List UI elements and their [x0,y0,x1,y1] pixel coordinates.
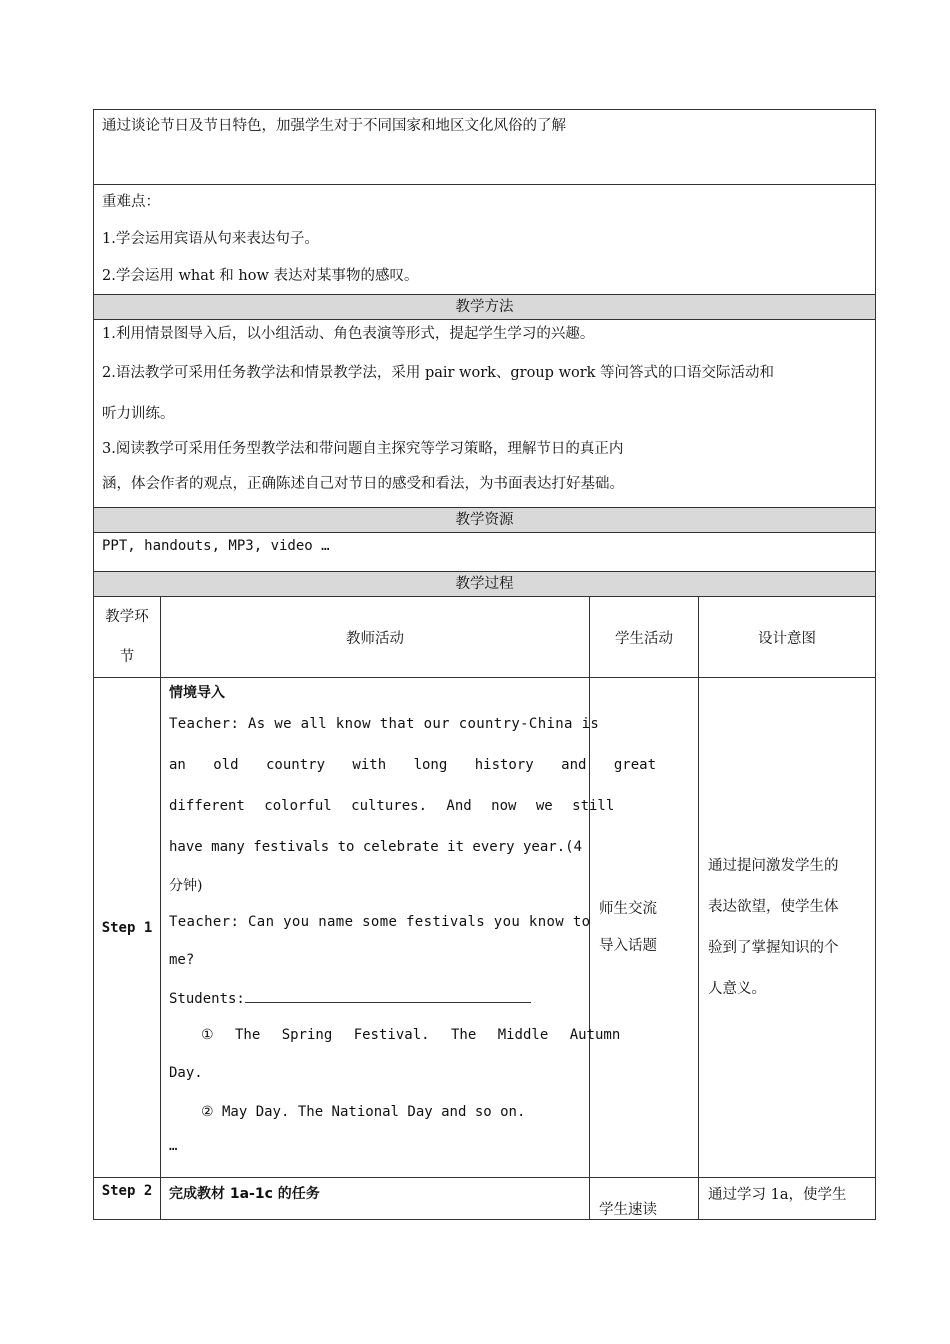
step-1-teacher-line-4: have many festivals to celebrate it every year.(4 [169,839,583,855]
step-1-label: Step 1 [94,678,161,1178]
objective-text: 通过谈论节日及节日特色，加强学生对于不同国家和地区文化风俗的了解 [102,118,566,134]
step-1-design-line-2: 表达欲望，使学生体 [708,898,839,915]
stage-header-line1: 教学环 [105,609,149,625]
resources-text: PPT, handouts, MP3, video … [102,538,330,554]
stage-header-line2: 节 [119,649,135,665]
method-line-1: 1.利用情景图导入后，以小组活动、角色表演等形式，提起学生学习的兴趣。 [102,326,595,342]
methods-header: 教学方法 [94,295,876,320]
step-1-teacher-line-12: … [169,1138,178,1154]
key-points-row [94,185,876,295]
step-1-teacher-line-7: me? [169,952,195,968]
step-1-design-line-4: 人意义。 [708,980,766,997]
step-1-teacher-line-5: 分钟) [169,878,203,894]
method-line-3: 听力训练。 [102,406,175,422]
step-2-row [94,1178,876,1220]
step-1-teacher-line-6: Teacher: Can you name some festivals you know to [169,914,591,930]
key-point-1: 1.学会运用宾语从句来表达句子。 [102,231,319,247]
teacher-activity-header: 教师活动 [161,597,590,678]
step-2-title: 完成教材 1a-1c 的任务 [169,1186,320,1202]
lesson-plan-page [93,109,875,1220]
step-1-row [94,678,876,1178]
step-1-student-line-1: 师生交流 [599,900,657,917]
resources-header: 教学资源 [94,508,876,533]
step-1-design-line-3: 验到了掌握知识的个 [708,939,839,956]
method-line-2: 2.语法教学可采用任务教学法和情景教学法，采用 pair work、group work 等问答式的口语交际活动和 [102,365,775,381]
resources-row [94,533,876,572]
step-1-design-line-1: 通过提问激发学生的 [708,857,839,874]
step-1-title: 情境导入 [169,685,225,701]
key-points-title: 重难点： [102,194,160,210]
step-1-teacher-line-9: ① The Spring Festival. The Middle Autumn [201,1027,621,1043]
design-intent-header: 设计意图 [699,597,876,678]
process-column-headers [94,597,876,678]
step-2-student-text: 学生速读 [599,1202,657,1218]
step-1-teacher-line-2: an old country with long history and great [169,757,657,773]
objective-row [94,110,876,185]
step-2-label: Step 2 [94,1178,161,1220]
step-1-teacher-line-3: different colorful cultures. And now we still [169,798,615,814]
student-activity-header: 学生活动 [590,597,699,678]
answer-blank-line [245,1001,531,1003]
process-header: 教学过程 [94,572,876,597]
methods-row [94,320,876,508]
lesson-plan-table [93,109,876,1220]
step-1-teacher-line-10: Day. [169,1065,203,1081]
step-1-teacher-line-11: ② May Day. The National Day and so on. [201,1104,526,1120]
method-line-4: 3.阅读教学可采用任务型教学法和带问题自主探究等学习策略，理解节日的真正内 [102,441,624,457]
key-point-2: 2.学会运用 what 和 how 表达对某事物的感叹。 [102,268,419,284]
method-line-5: 涵，体会作者的观点，正确陈述自己对节日的感受和看法，为书面表达打好基础。 [102,476,624,492]
step-1-students-label: Students: [169,991,245,1007]
step-1-teacher-line-1: Teacher: As we all know that our country-China is [169,716,600,732]
step-2-design-text: 通过学习 1a，使学生 [708,1187,847,1203]
step-1-student-line-2: 导入话题 [599,937,657,954]
